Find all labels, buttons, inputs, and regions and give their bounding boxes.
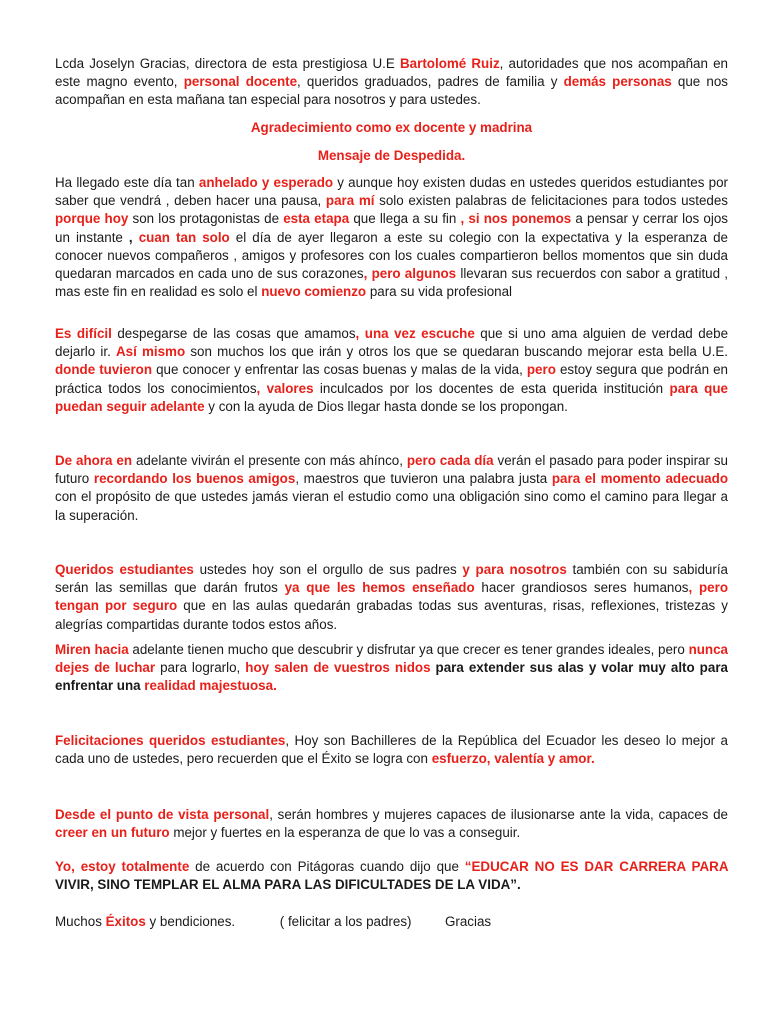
text-run: , maestros que tuvieron una palabra justa	[295, 471, 552, 487]
text-run: y aunque hoy existen dudas en ustedes queridos estudiantes por saber que vendrá , deben hacer una pausa,	[55, 175, 728, 209]
highlighted-phrase: pero cada día	[406, 453, 494, 468]
text-run: , autoridades que nos acompañan en este magno evento,	[55, 56, 728, 90]
text-run: el día de ayer llegaron a este su colegio con la expectativa y la esperanza de conocer nuevos compañeros , amigos y profesores con los cuales compartieron bellos momentos que sin duda quedaran marcados en cada uno de sus corazones	[55, 229, 728, 282]
highlighted-phrase: Felicitaciones queridos estudiantes	[55, 733, 286, 748]
highlighted-phrase: , pero tengan por seguro	[55, 580, 728, 614]
highlighted-phrase: hoy salen de vuestros nidos	[245, 660, 431, 676]
text-run: que nos acompañan en esta mañana tan especial para nosotros y para ustedes.	[55, 74, 728, 108]
paragraph-es-dificil	[55, 325, 728, 416]
paragraph-pitagoras	[55, 858, 728, 894]
text-run: que llega a su fin	[349, 211, 461, 227]
text-run: Muchos	[55, 914, 106, 929]
highlighted-phrase: .	[273, 678, 277, 694]
highlighted-phrase: para que puedan seguir adelante	[55, 380, 728, 414]
highlighted-phrase: realidad majestuosa	[144, 678, 274, 694]
text-run: y con la ayuda de Dios llegar hasta donde se los propongan.	[204, 398, 568, 414]
highlighted-phrase: Yo, estoy totalmente	[55, 859, 190, 874]
text-run: de acuerdo con Pitágoras cuando dijo que	[189, 859, 465, 874]
text-run: Lcda Joselyn Gracias, directora de esta prestigiosa U.E	[55, 56, 400, 71]
highlighted-phrase: donde tuvieron	[55, 362, 153, 378]
highlighted-phrase: Bartolomé Ruiz	[400, 56, 500, 71]
highlighted-phrase: anhelado y esperado	[198, 175, 334, 190]
text-run: hacer grandiosos seres humanos	[474, 580, 689, 596]
text-run: son los protagonistas de	[128, 211, 284, 227]
highlighted-phrase: demás personas	[563, 74, 672, 90]
text-run: son muchos los que irán y otros los que se quedaran buscando mejorar esta bella U.E.	[185, 344, 728, 360]
highlighted-phrase: esfuerzo, valentía y amor.	[431, 751, 595, 767]
paragraph-greeting	[55, 55, 728, 110]
text-run: a pensar y cerrar los ojos un instante	[55, 211, 728, 245]
highlighted-phrase: esta etapa	[283, 211, 350, 227]
highlighted-phrase: De ahora en	[55, 453, 133, 468]
highlighted-phrase: para mí	[325, 193, 375, 209]
text-run: ustedes hoy son el orgullo de sus padres	[193, 562, 463, 577]
paragraph-ha-llegado	[55, 174, 728, 301]
highlighted-phrase: Miren hacia	[55, 642, 129, 657]
heading-mensaje-despedida: Mensaje de Despedida.	[317, 148, 466, 163]
text-run: VIVIR, SINO TEMPLAR EL ALMA PARA LAS DIFICULTADES DE LA VIDA”.	[55, 877, 521, 893]
text-run: adelante tienen mucho que descubrir y disfrutar ya que crecer es tener grandes ideales, pero	[128, 642, 689, 657]
paragraph-queridos-estudiantes	[55, 561, 728, 634]
text-run: mejor y fuertes en la esperanza de que lo vas a conseguir.	[169, 825, 521, 841]
text-run: que si uno ama alguien de verdad debe dejarlo ir.	[55, 326, 729, 360]
highlighted-phrase: nuevo comienzo	[261, 284, 367, 300]
highlighted-phrase: cuan tan solo	[138, 229, 230, 245]
heading-agradecimiento: Agradecimiento como ex docente y madrina	[250, 120, 533, 135]
highlighted-phrase: , una vez escuche	[355, 326, 475, 341]
highlighted-phrase: para el momento adecuado	[551, 471, 728, 487]
text-run: para su vida profesional	[366, 284, 513, 300]
text-run: Ha llegado este día tan	[55, 175, 199, 190]
highlighted-phrase: Éxitos	[105, 914, 146, 929]
highlighted-phrase: , si nos ponemos	[460, 211, 572, 227]
highlighted-phrase: ya que les hemos enseñado	[284, 580, 475, 596]
text-run: ,	[128, 229, 133, 245]
text-run: estoy segura que podrán en práctica todos los conocimientos	[55, 362, 728, 396]
text-run: despegarse de las cosas que amamos	[111, 326, 356, 341]
highlighted-phrase: y para nosotros	[462, 562, 567, 577]
highlighted-phrase: Queridos estudiantes	[55, 562, 194, 577]
paragraph-de-ahora-en	[55, 452, 728, 525]
text-run: que conocer y enfrentar las cosas buenas y malas de la vida,	[152, 362, 527, 378]
text-run: adelante vivirán el presente con más ahínco,	[132, 453, 407, 468]
highlighted-phrase: personal docente	[183, 74, 298, 90]
text-run: llevaran sus recuerdos con sabor a gratitud , mas este fin en realidad es solo el	[55, 266, 729, 300]
text-run: también con su sabiduría serán las semillas que darán frutos	[55, 562, 729, 596]
text-run: inculcados por los docentes de esta querida institución	[313, 380, 670, 396]
highlighted-phrase: , valores	[256, 380, 314, 396]
highlighted-phrase: porque hoy	[55, 211, 129, 227]
highlighted-phrase: recordando los buenos amigos	[93, 471, 296, 487]
highlighted-phrase: pero	[526, 362, 556, 378]
highlighted-phrase: Es difícil	[55, 326, 112, 341]
highlighted-phrase: “EDUCAR NO ES DAR CARRERA PARA	[464, 859, 728, 874]
text-run: que en las aulas quedarán grabadas todas sus aventuras, risas, reflexiones, tristezas y alegrías compartidas durante todos estos años.	[55, 598, 728, 632]
highlighted-phrase: Así mismo	[115, 344, 186, 360]
text-run: solo existen palabras de felicitaciones para todos ustedes	[374, 193, 728, 209]
paragraph-felicitaciones	[55, 732, 728, 768]
paragraph-miren-hacia	[55, 641, 728, 696]
text-run: verán el pasado para poder inspirar su futuro	[55, 453, 728, 487]
highlighted-phrase: creer en un futuro	[55, 825, 170, 841]
text-run: , serán hombres y mujeres capaces de ilusionarse ante la vida, capaces de	[269, 807, 728, 822]
text-run: , queridos graduados, padres de familia y	[297, 74, 564, 90]
highlighted-phrase: Desde el punto de vista personal	[55, 807, 270, 822]
paragraph-closing	[55, 913, 728, 931]
highlighted-phrase: nunca dejes de luchar	[55, 642, 728, 676]
text-run: para extender sus alas y volar muy alto para enfrentar una	[55, 660, 728, 694]
text-run: con el propósito de que ustedes jamás vieran el estudio como una obligación sino como el camino para llegar a la superación.	[55, 489, 728, 523]
text-run: , Hoy son Bachilleres de la República del Ecuador les deseo lo mejor a cada uno de ustedes, pero recuerden que el Éxito se logra con	[55, 733, 728, 767]
paragraph-punto-de-vista	[55, 806, 728, 842]
highlighted-phrase: , pero algunos	[363, 266, 457, 282]
text-run: y bendiciones. ( felicitar a los padres) Gracias	[145, 914, 492, 929]
text-run: para lograrlo,	[155, 660, 246, 676]
